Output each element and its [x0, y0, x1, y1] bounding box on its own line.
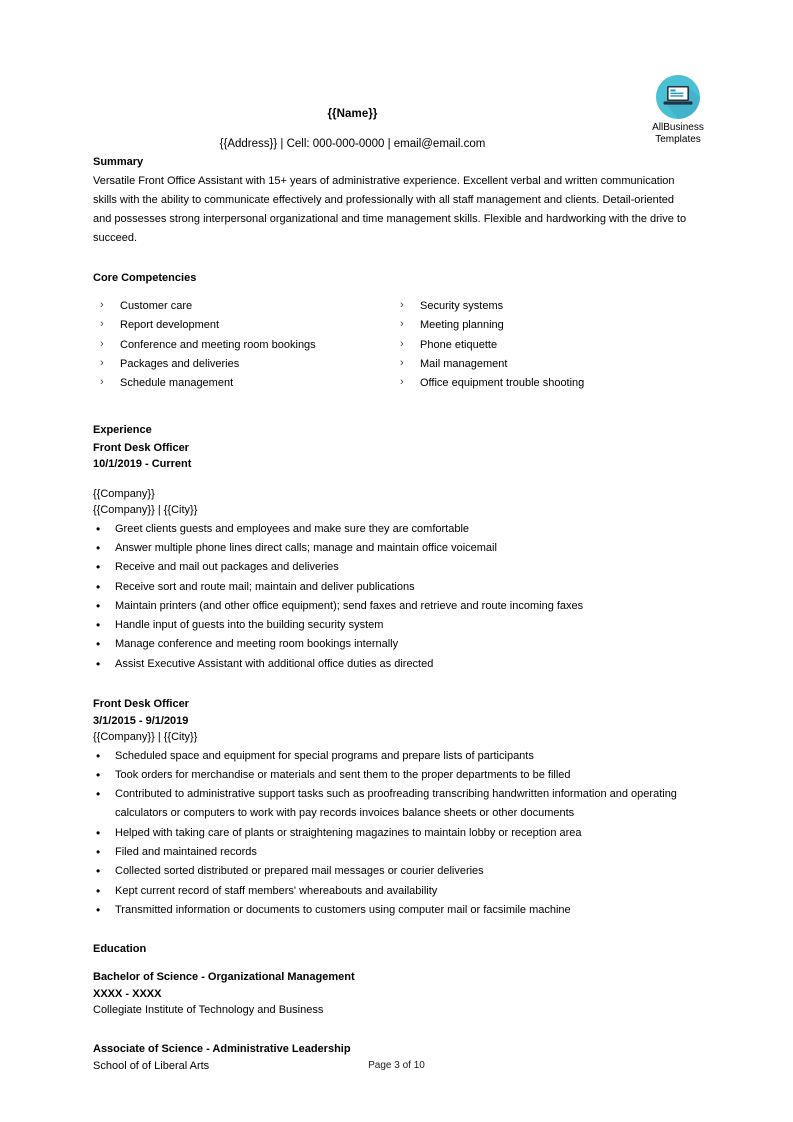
bullet-icon: •	[96, 560, 101, 575]
bullet-icon: •	[96, 618, 101, 633]
section-core-competencies	[93, 271, 693, 394]
education-school: School of of Liberal Arts	[93, 1059, 210, 1072]
competency-label: Conference and meeting room bookings	[120, 338, 316, 351]
tick-bullet-icon: ›	[100, 318, 104, 331]
duty-item	[93, 766, 693, 785]
competency-label: Mail management	[420, 357, 508, 370]
competency-item	[393, 336, 693, 355]
bullet-icon: •	[96, 598, 101, 613]
section-heading-core-competencies: Core Competencies	[93, 271, 197, 284]
duty-text: Took orders for merchandise or materials and sent them to the proper departments to be filled	[115, 768, 571, 781]
duty-text: Manage conference and meeting room bookings internally	[115, 638, 399, 651]
spacer	[93, 473, 693, 486]
job-company-line-2: {{Company}} | {{City}}	[93, 504, 198, 517]
competency-item	[393, 297, 693, 316]
tick-bullet-icon: ›	[100, 299, 104, 312]
bullet-icon: •	[96, 845, 101, 860]
section-education	[93, 942, 693, 1074]
duty-item	[93, 578, 693, 597]
section-summary	[93, 155, 693, 249]
competency-item	[93, 355, 393, 374]
section-heading-summary: Summary	[93, 156, 144, 168]
contact-line: {{Address}} | Cell: 000-000-0000 | email@email.com	[219, 138, 486, 150]
duty-item	[93, 862, 693, 881]
competency-item	[393, 316, 693, 335]
duty-item	[93, 824, 693, 843]
competency-item	[93, 316, 393, 335]
duty-item	[93, 843, 693, 862]
duty-item	[93, 882, 693, 901]
competency-label: Customer care	[120, 300, 193, 313]
duty-text: Receive sort and route mail; maintain and deliver publications	[115, 580, 415, 593]
duty-text: Maintain printers (and other office equipment); send faxes and retrieve and route incoming faxes	[115, 599, 584, 612]
tick-bullet-icon: ›	[400, 337, 404, 350]
tick-bullet-icon: ›	[100, 376, 104, 388]
tick-bullet-icon: ›	[100, 356, 104, 369]
bullet-icon: •	[96, 825, 101, 840]
competency-label: Phone etiquette	[420, 338, 498, 351]
spacer	[93, 674, 693, 696]
competency-item	[393, 355, 693, 374]
competency-column-right	[393, 297, 693, 393]
section-experience	[93, 423, 693, 920]
section-heading-education: Education	[93, 943, 147, 956]
tick-bullet-icon: ›	[100, 337, 104, 350]
duty-text: Handle input of guests into the building security system	[115, 619, 384, 632]
bullet-icon: •	[96, 902, 101, 917]
bullet-icon: •	[96, 787, 101, 802]
bullet-icon: •	[96, 656, 101, 671]
job-title: Front Desk Officer	[93, 441, 189, 454]
education-degree: Bachelor of Science - Organizational Management	[93, 970, 355, 983]
duty-text: Answer multiple phone lines direct calls; manage and maintain office voicemail	[115, 542, 497, 554]
competency-item	[93, 374, 393, 393]
job-dates: 3/1/2015 - 9/1/2019	[93, 714, 189, 727]
job-duties-list	[93, 747, 693, 921]
duty-text: Helped with taking care of plants or straightening magazines to maintain lobby or reception area	[115, 826, 582, 839]
duty-text: Kept current record of staff members' whereabouts and availability	[115, 884, 438, 897]
duty-text: Collected sorted distributed or prepared mail messages or courier deliveries	[115, 865, 484, 878]
job-company-line-2: {{Company}} | {{City}}	[93, 731, 198, 744]
resume-body	[93, 155, 693, 1075]
duty-item	[93, 616, 693, 635]
competency-label: Schedule management	[120, 377, 234, 389]
spacer	[93, 249, 693, 271]
tick-bullet-icon: ›	[400, 299, 404, 312]
competency-item	[93, 297, 393, 316]
spacer	[93, 1019, 693, 1041]
duty-item	[93, 597, 693, 616]
duty-item	[93, 558, 693, 577]
duty-text: Filed and maintained records	[115, 846, 257, 859]
bullet-icon: •	[96, 883, 101, 898]
bullet-icon: •	[96, 864, 101, 879]
page-number-footer: Page 3 of 10	[368, 1060, 425, 1071]
education-years: XXXX - XXXX	[93, 987, 162, 1000]
education-school: Collegiate Institute of Technology and Business	[93, 1004, 324, 1017]
competency-grid	[93, 297, 693, 393]
competency-column-left	[93, 297, 393, 393]
job-company-line-1: {{Company}}	[93, 487, 155, 500]
bullet-icon: •	[96, 541, 101, 555]
duty-item	[93, 785, 693, 824]
bullet-icon: •	[96, 579, 101, 594]
bullet-icon: •	[96, 748, 101, 763]
duty-item	[93, 635, 693, 654]
candidate-name: {{Name}}	[327, 108, 378, 120]
competency-label: Report development	[120, 319, 220, 332]
job-dates: 10/1/2019 - Current	[93, 458, 192, 471]
duty-text: Scheduled space and equipment for special programs and prepare lists of participants	[115, 749, 534, 762]
competency-item	[393, 374, 693, 393]
duty-text: Contributed to administrative support tasks such as proofreading transcribing handwritten information and operating calculators or computers to work with pay records invoices balance sheets or other documents	[115, 788, 677, 820]
education-entry	[93, 969, 693, 1019]
logo-caption-line1: AllBusiness	[652, 122, 704, 133]
competency-label: Office equipment trouble shooting	[420, 377, 585, 389]
education-degree: Associate of Science - Administrative Leadership	[93, 1043, 351, 1056]
duty-text: Receive and mail out packages and deliveries	[115, 561, 339, 574]
duty-item	[93, 539, 693, 558]
tick-bullet-icon: ›	[400, 356, 404, 369]
job-title: Front Desk Officer	[93, 698, 189, 711]
bullet-icon: •	[96, 637, 101, 652]
tick-bullet-icon: ›	[400, 318, 404, 331]
duty-text: Greet clients guests and employees and make sure they are comfortable	[115, 522, 470, 535]
duty-text: Transmitted information or documents to customers using computer mail or facsimile machine	[115, 903, 571, 916]
spacer	[93, 393, 693, 423]
duty-text: Assist Executive Assistant with additional office duties as directed	[115, 657, 434, 670]
competency-label: Meeting planning	[420, 319, 504, 332]
summary-text: Versatile Front Office Assistant with 15+ years of administrative experience. Excellent verbal and written communication skills with the ability to communicate effectively and professionally with all staff management and clients. Detail-oriented and possesses strong interpersonal organizational and time management skills. Flexible and hardworking with the drive to succeed.	[93, 174, 687, 245]
tick-bullet-icon: ›	[400, 376, 404, 388]
duty-item	[93, 655, 693, 674]
experience-entry	[93, 440, 693, 674]
job-duties-list	[93, 520, 693, 674]
section-heading-experience: Experience	[93, 424, 152, 437]
duty-item	[93, 520, 693, 539]
experience-entry	[93, 696, 693, 920]
duty-item	[93, 901, 693, 920]
bullet-icon: •	[96, 521, 101, 536]
competency-item	[93, 336, 393, 355]
competency-label: Security systems	[420, 300, 504, 313]
logo-caption-line2: Templates	[655, 133, 701, 145]
bullet-icon: •	[96, 767, 101, 782]
spacer	[93, 920, 693, 942]
competency-label: Packages and deliveries	[120, 357, 240, 370]
duty-item	[93, 747, 693, 766]
